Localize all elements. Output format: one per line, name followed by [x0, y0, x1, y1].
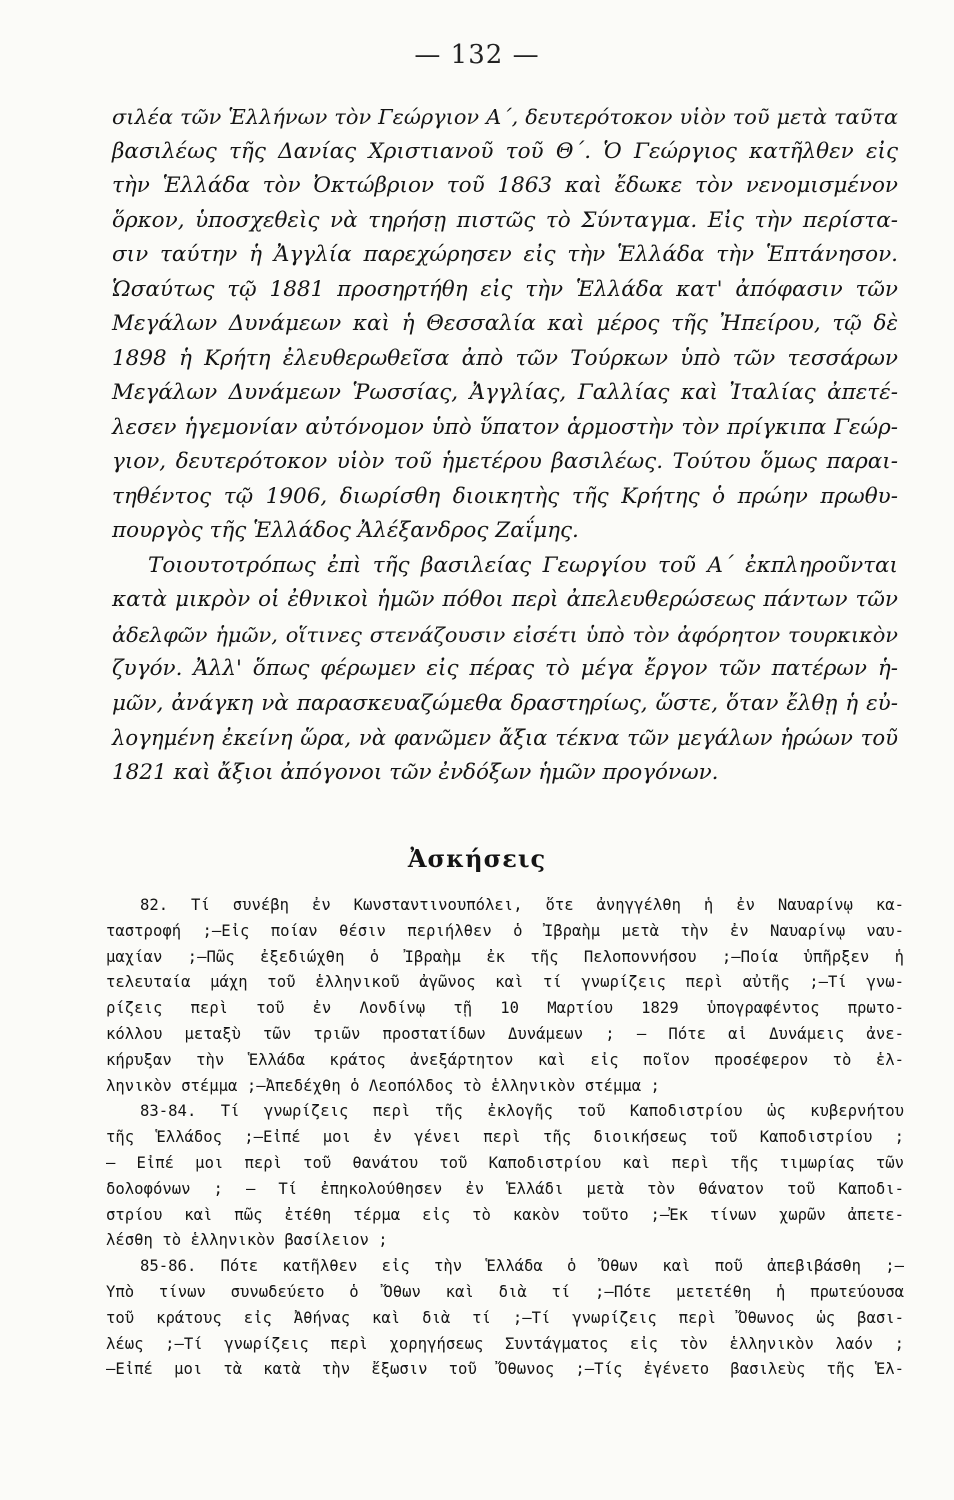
body-line: σιν ταύτην ἡ Ἀγγλία παρεχώρησεν εἰς τὴν Ἑλλάδα τὴν Ἑπτάνησον. [112, 242, 898, 267]
exercise-line: μαχίαν ;—Πῶς ἐξεδιώχθη ὁ Ἰβραὴμ ἐκ τῆς Πελοποννήσου ;—Ποία ὑπῆρξεν ἡ [106, 947, 904, 966]
body-line: Μεγάλων Δυνάμεων καὶ ἡ Θεσσαλία καὶ μέρος τῆς Ἠπείρου, τῷ δὲ [112, 311, 898, 336]
body-line: Ὡσαύτως τῷ 1881 προσηρτήθη εἰς τὴν Ἑλλάδα κατ' ἀπόφασιν τῶν [112, 276, 898, 302]
exercise-line: τοῦ κράτους εἰς Ἀθήνας καὶ διὰ τί ;—Τί γνωρίζεις περὶ Ὄθωνος ὡς βασι- [106, 1308, 904, 1327]
body-line: τηθέντος τῷ 1906, διωρίσθη διοικητὴς τῆς Κρήτης ὁ πρώην πρωθυ- [112, 483, 898, 509]
body-line: βασιλέως τῆς Δανίας Χριστιανοῦ τοῦ Θ΄. Ὁ Γεώργιος κατῆλθεν εἰς [112, 138, 898, 164]
exercise-line: ταστροφή ;—Εἰς ποίαν θέσιν περιήλθεν ὁ Ἰβραὴμ μετὰ τὴν ἐν Ναυαρίνῳ ναυ- [106, 921, 904, 940]
body-line: γιον, δευτερότοκον υἱὸν τοῦ ἡμετέρου βασιλέως. Τούτου ὅμως παραι- [112, 449, 898, 474]
section-heading: Ἀσκήσεις [407, 844, 547, 873]
body-line: λογημένη ἐκείνη ὥρα, νὰ φανῶμεν ἄξια τέκνα τῶν μεγάλων ἡρώων τοῦ [112, 725, 898, 750]
exercise-line: ληνικὸν στέμμα ;—Ἀπεδέχθη ὁ Λεοπόλδος τὸ ἑλληνικὸν στέμμα ; [106, 1076, 660, 1095]
body-line: πουργὸς τῆς Ἑλλάδος Ἀλέξανδρος Ζαΐμης. [112, 518, 579, 543]
body-line: ἀδελφῶν ἡμῶν, οἵτινες στενάζουσιν εἰσέτι ὑπὸ τὸν ἀφόρητον τουρκικὸν [112, 622, 898, 647]
exercise-line: λέως ;—Τί γνωρίζεις περὶ χορηγήσεως Συντάγματος εἰς τὸν ἑλληνικὸν λαόν ; [106, 1334, 904, 1353]
exercise-line: λέσθη τὸ ἑλληνικὸν βασίλειον ; [106, 1231, 388, 1250]
exercise-line: στρίου καὶ πῶς ἐτέθη τέρμα εἰς τὸ κακὸν τοῦτο ;—Ἐκ τίνων χωρῶν ἀπετε- [106, 1205, 904, 1224]
exercise-line: —Εἰπέ μοι τὰ κατὰ τὴν ἔξωσιν τοῦ Ὄθωνος ;—Τίς ἐγένετο βασιλεὺς τῆς Ἑλ- [106, 1360, 904, 1379]
body-line: Μεγάλων Δυνάμεων Ῥωσσίας, Ἀγγλίας, Γαλλίας καὶ Ἰταλίας ἀπετέ- [112, 380, 898, 405]
body-line: μῶν, ἀνάγκη νὰ παρασκευαζώμεθα δραστηρίως, ὥστε, ὅταν ἔλθῃ ἡ εὐ- [112, 690, 898, 716]
body-line: ὅρκον, ὑποσχεθεὶς νὰ τηρήσῃ πιστῶς τὸ Σύνταγμα. Εἰς τὴν περίστα- [112, 207, 898, 233]
body-line: Τοιουτοτρόπως ἐπὶ τῆς βασιλείας Γεωργίου τοῦ Α΄ ἐκπληροῦνται [148, 552, 898, 578]
exercise-line: — Εἰπέ μοι περὶ τοῦ θανάτου τοῦ Καποδιστρίου καὶ περὶ τῆς τιμωρίας τῶν [106, 1153, 904, 1172]
exercise-line: 83-84. Τί γνωρίζεις περὶ τῆς ἐκλογῆς τοῦ Καποδιστρίου ὡς κυβερνήτου [140, 1102, 904, 1121]
body-line: 1898 ἡ Κρήτη ἐλευθερωθεῖσα ἀπὸ τῶν Τούρκων ὑπὸ τῶν τεσσάρων [112, 345, 898, 371]
body-line: τὴν Ἑλλάδα τὸν Ὀκτώβριον τοῦ 1863 καὶ ἔδωκε τὸν νενομισμένον [112, 173, 898, 198]
exercise-line: κήρυξαν τὴν Ἑλλάδα κράτος ἀνεξάρτητον καὶ εἰς ποῖον προσέφερον τὸ ἑλ- [106, 1050, 904, 1069]
exercise-line: τῆς Ἑλλάδος ;—Εἰπέ μοι ἐν γένει περὶ τῆς διοικήσεως τοῦ Καποδιστρίου ; [106, 1128, 904, 1147]
body-line: λεσεν ἡγεμονίαν αὐτόνομον ὑπὸ ὕπατον ἁρμοστὴν τὸν πρίγκιπα Γεώρ- [112, 414, 898, 440]
exercises-block [106, 893, 904, 1383]
body-text [112, 100, 898, 790]
page-number: — 132 — [414, 40, 540, 70]
body-line: 1821 καὶ ἄξιοι ἀπόγονοι τῶν ἐνδόξων ἡμῶν προγόνων. [112, 759, 719, 785]
body-line: κατὰ μικρὸν οἱ ἐθνικοὶ ἡμῶν πόθοι περὶ ἀπελευθερώσεως πάντων τῶν [112, 587, 898, 612]
exercise-line: κόλλου μεταξὺ τῶν τριῶν προστατίδων Δυνάμεων ; — Πότε αἱ Δυνάμεις ἀνε- [106, 1024, 904, 1043]
body-line: ζυγόν. Ἀλλ' ὅπως φέρωμεν εἰς πέρας τὸ μέγα ἔργον τῶν πατέρων ἡ- [112, 656, 898, 681]
exercise-line: ρίζεις περὶ τοῦ ἐν Λονδίνῳ τῇ 10 Μαρτίου 1829 ὑπογραφέντος πρωτο- [106, 999, 904, 1018]
exercise-line: 85-86. Πότε κατῆλθεν εἰς τὴν Ἑλλάδα ὁ Ὄθων καὶ ποῦ ἀπεβιβάσθη ;— [140, 1257, 904, 1276]
exercise-line: τελευταία μάχη τοῦ ἑλληνικοῦ ἀγῶνος καὶ τί γνωρίζεις περὶ αὐτῆς ;—Τί γνω- [106, 973, 904, 992]
exercise-line: δολοφόνων ; — Τί ἐπηκολούθησεν ἐν Ἑλλάδι μετὰ τὸν θάνατον τοῦ Καποδι- [106, 1179, 904, 1198]
exercise-line: 82. Τί συνέβη ἐν Κωνσταντινουπόλει, ὅτε ἀνηγγέλθη ἡ ἐν Ναυαρίνῳ κα- [140, 896, 904, 914]
exercise-line: Ὑπὸ τίνων συνωδεύετο ὁ Ὄθων καὶ διὰ τί ;—Πότε μετετέθη ἡ πρωτεύουσα [106, 1282, 904, 1301]
body-line: σιλέα τῶν Ἑλλήνων τὸν Γεώργιον Α΄, δευτερότοκον υἱὸν τοῦ μετὰ ταῦτα [112, 105, 898, 129]
